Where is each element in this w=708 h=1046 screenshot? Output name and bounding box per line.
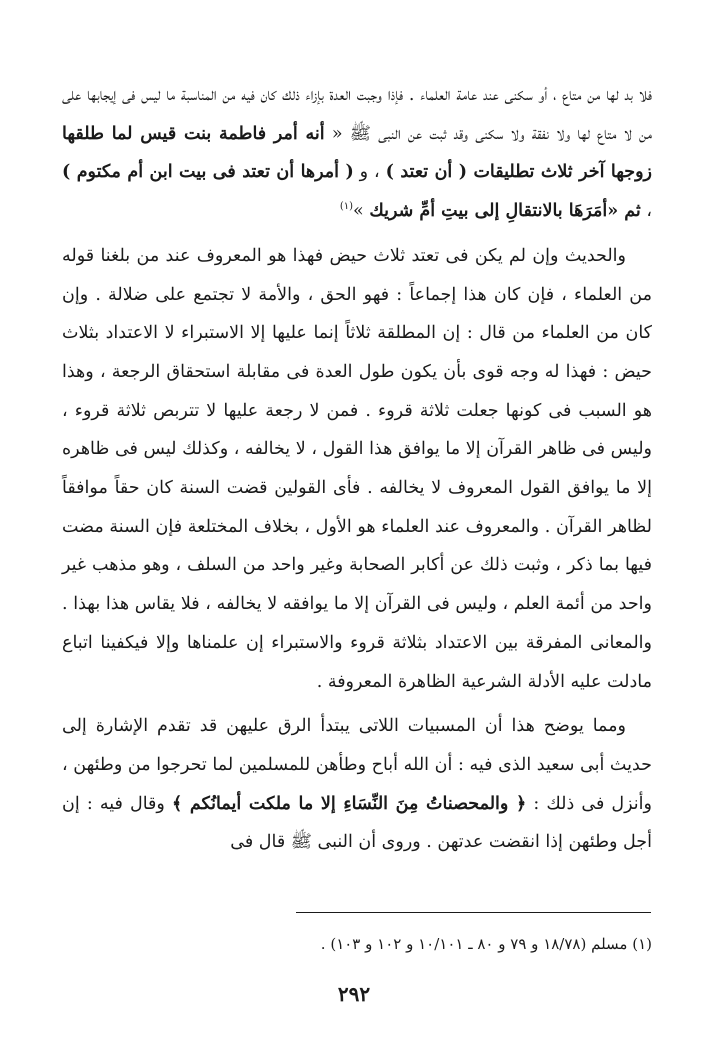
emphasized-text: ( أمرها أن تعتد فى بيت ابن أم مكتوم )	[62, 162, 354, 183]
text-run: والحديث وإن لم يكن فى تعتد ثلاث حيض فهذا هو المعروف عند من بلغنا قوله من العلماء ، فإن كان هذا إجماعاً : فهو الحق ، والأمة لا تجتمع على ضلالة . وإن كان من العلماء من قال : إن المطلقة ثلاثاً إنما عليها إلا الاستبراء لا الاعتداد بثلاث حيض : فهذا له وجه قوى بأن يكون طول العدة فى مقابلة استحقاق الرجعة ، وهذا هو السبب فى كونها جعلت ثلاثة قروء . فمن لا رجعة عليها لا تتربص ثلاثة قروء ، وليس فى ظاهر القرآن إلا ما يوافق هذا القول ، لا يخالفه ، وكذلك ليس فى ظاهره إلا ما يوافق القول المعروف لا يخالفه . فأى القولين قضت السنة كان حقاً موافقاً لظاهر القرآن . والمعروف عند العلماء هو الأول ، بخلاف المختلعة فإن السنة مضت فيها بما ذكر ، وثبت ذلك عن أكابر الصحابة وغير واحد من السلف ، وهو مذهب غير واحد من أئمة العلم ، وليس فى القرآن إلا ما يوافقه لا يخالفه ، فلا يقاس هذا بهذا . والمعانى المفرقة بين الاعتداد بثلاثة قروء والاستبراء إن علمناها وإلا فيكفينا اتباع مادلت عليه الأدلة الشرعية الظاهرة المعروفة .	[62, 245, 652, 692]
paragraph-2	[62, 237, 652, 701]
text-run: فلا بد لها من متاع ، أو سكنى عند عامة العلماء . فإذا وجبت العدة بإزاء ذلك كان فيه من المناسبة ما ليس فى إيجابها على من لا متاع لها ولا نفقة ولا سكنى وقد ثبت عن النبى ﷺ «	[62, 85, 653, 144]
footnote-marker: (١)	[339, 201, 354, 213]
text-run: ،	[640, 201, 652, 222]
footnote-divider	[296, 912, 651, 913]
text-run: وقال فيه : إن أجل وطئهن إذا انقضت عدتهن . وروى أن النبى ﷺ قال فى	[62, 793, 652, 853]
emphasized-text: أنه أمر فاطمة بنت قيس لما طلقها زوجها آخر ثلاث تطليقات ( أن تعتد )	[62, 123, 653, 183]
emphasized-text: ﴿ والمحصناتُ مِنَ النِّسَاءِ إلا ما ملكت أيمانُكم ﴾	[171, 793, 527, 814]
footnote: (١) مسلم (١٨/٧٨ و ٧٩ و ٨٠ ـ ١٠/١٠١ و ١٠٢ و ١٠٣) .	[320, 935, 652, 953]
paragraph-1	[62, 76, 652, 231]
main-text	[62, 76, 652, 862]
page-number: ٢٩٢	[337, 982, 371, 1006]
paragraph-3	[62, 707, 652, 862]
text-run: ومما يوضح هذا أن المسبيات اللاتى يبتدأ الرق عليهن قد تقدم الإشارة إلى حديث أبى سعيد الذى فيه : أن الله أباح وطأهن للمسلمين لما تحرجوا من وطئهن ، وأنزل فى ذلك :	[62, 716, 652, 814]
emphasized-text: ثم «أمَرَهَا بالانتقالِ إلى بيتِ أمِّ شريك	[369, 201, 641, 222]
text-run: »	[353, 201, 370, 222]
text-run: ، و	[353, 162, 386, 183]
